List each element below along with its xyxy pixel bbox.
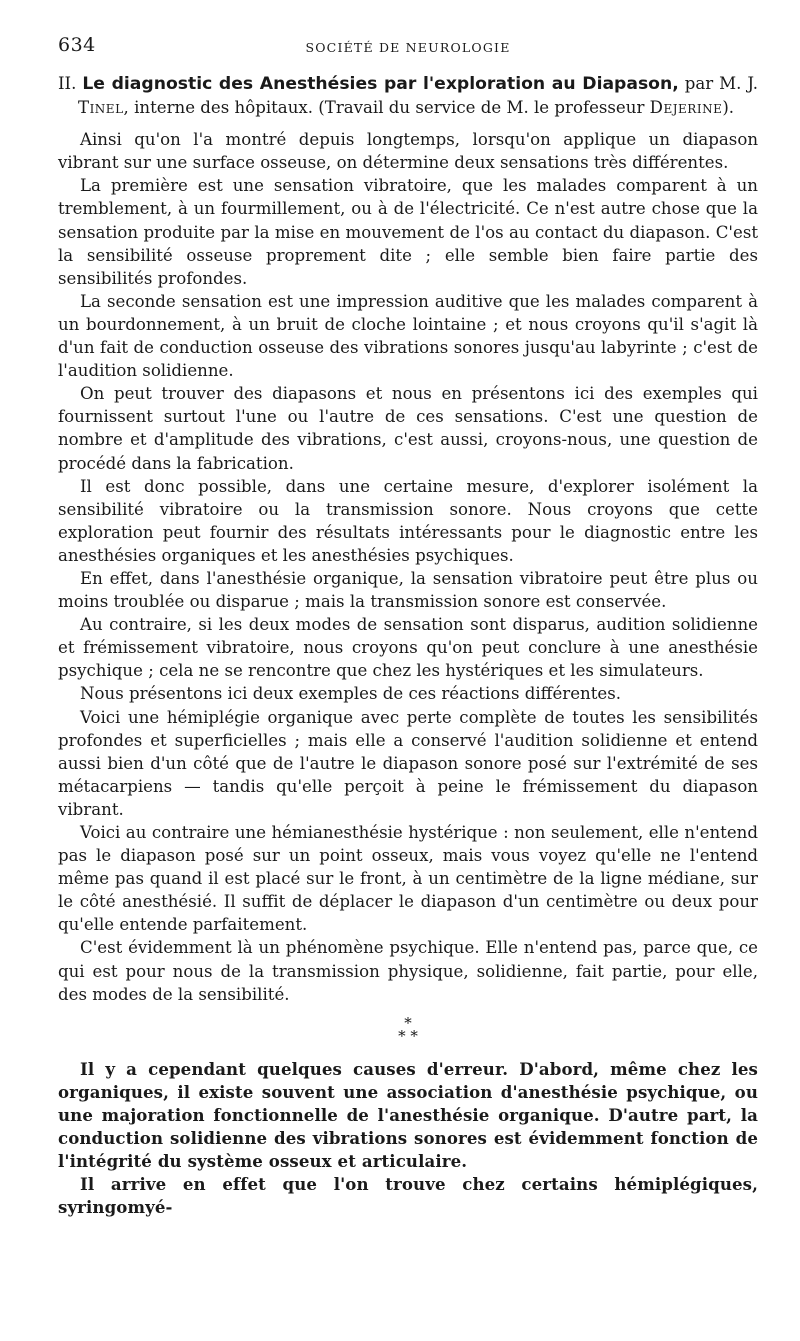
paragraph: On peut trouver des diapasons et nous en présentons ici des exemples qui fournissent surtout l'une ou l'autre de ces sensations. C'est une question de nombre et d'amplitude des vibrations, c'est aussi, croyons-nous, une question de procédé dans la fabrication. [58, 384, 758, 473]
article-title: Le diagnostic des Anesthésies par l'exploration au Diapason, [82, 74, 679, 94]
journal-title: SOCIÉTÉ DE NEUROLOGIE [305, 40, 511, 55]
asterism-bottom: * * [398, 1026, 418, 1045]
paragraph: Il est donc possible, dans une certaine mesure, d'explorer isolément la sensibilité vibratoire ou la transmission sonore. Nous croyons que cette exploration peut fournir des résultats intéressants pour le diagnostic entre les anesthésies organiques et les anesthésies psychiques. [58, 476, 758, 565]
paragraph: Il y a cependant quelques causes d'erreur. D'abord, même chez les organiques, il existe souvent une association d'anesthésie psychique, ou une majoration fonctionnelle de l'anesthésie organique. D'autre part, la conduction solidienne des vibrations sonores est évidemment fonction de l'intégrité du système osseux et articulaire. [58, 1058, 758, 1172]
article-heading [58, 72, 758, 119]
author-affiliation: , interne des hôpitaux. (Travail du service de M. le professeur [123, 98, 645, 118]
paragraph: Voici au contraire une hémianesthésie hystérique : non seulement, elle n'entend pas le diapason posé sur un point osseux, mais vous voyez qu'elle ne l'entend même pas quand il est placé sur le front, à un centimètre de la ligne médiane, sur le côté anesthésié. Il suffit de déplacer le diapason d'un centimètre ou deux pour qu'elle entende parfaitement. [58, 823, 758, 935]
paragraph: Il arrive en effet que l'on trouve chez certains hémiplégiques, syringomyé- [58, 1174, 758, 1218]
paragraph: Nous présentons ici deux exemples de ces réactions différentes. [80, 684, 621, 704]
author-prefix: M. J. [719, 74, 758, 93]
asterism-top: * [404, 1013, 412, 1032]
article-body [58, 72, 758, 1219]
paragraph: Voici une hémiplégie organique avec perte complète de toutes les sensibilités profondes et superficielles ; mais elle a conservé l'audition solidienne et entend aussi bien d'un côté que de l'autre le diapason sonore posé sur l'extrémité de ses métacarpiens — tandis qu'elle perçoit à peine le frémissement du diapason vibrant. [58, 707, 758, 819]
body-text-regular [58, 128, 758, 1006]
paragraph: C'est évidemment là un phénomène psychique. Elle n'entend pas, parce que, ce qui est pour nous de la transmission physique, solidienne, fait partie, pour elle, des modes de la sensibilité. [58, 938, 758, 1004]
author-name: Tinel [78, 98, 124, 118]
body-text-bold [58, 1058, 758, 1220]
article-number: II. [58, 74, 77, 93]
running-head [58, 30, 758, 60]
professor-name: Dejerine [649, 98, 723, 118]
paragraph: En effet, dans l'anesthésie organique, la sensation vibratoire peut être plus ou moins troublée ou disparue ; mais la transmission sonore est conservée. [58, 568, 758, 612]
page-number: 634 [58, 34, 96, 56]
paragraph: Au contraire, si les deux modes de sensation sont disparus, audition solidienne et frémissement vibratoire, nous croyons qu'on peut conclure à une anesthésie psychique ; cela ne se rencontre que chez les hystériques et les simulateurs. [58, 615, 758, 681]
byline-end: ). [722, 98, 735, 118]
byline-par: par [684, 74, 714, 93]
paragraph: La première est une sensation vibratoire, que les malades comparent à un tremblement, à un fourmillement, ou à de l'électricité. Ce n'est autre chose que la sensation produite par la mise en mouvement de l'os au contact du diapason. C'est la sensibilité osseuse proprement dite ; elle semble bien faire partie des sensibilités profondes. [58, 176, 758, 288]
journal-page [58, 30, 758, 1219]
paragraph: La seconde sensation est une impression auditive que les malades comparent à un bourdonnement, à un bruit de cloche lointaine ; et nous croyons qu'il s'agit là d'un fait de conduction osseuse des vibrations sonores jusqu'au labyrinte ; c'est de l'audition solidienne. [58, 291, 758, 381]
paragraph: Ainsi qu'on l'a montré depuis longtemps, lorsqu'on applique un diapason vibrant sur une surface osseuse, on détermine deux sensations très différentes. [58, 130, 758, 173]
asterism-divider [58, 1013, 758, 1045]
